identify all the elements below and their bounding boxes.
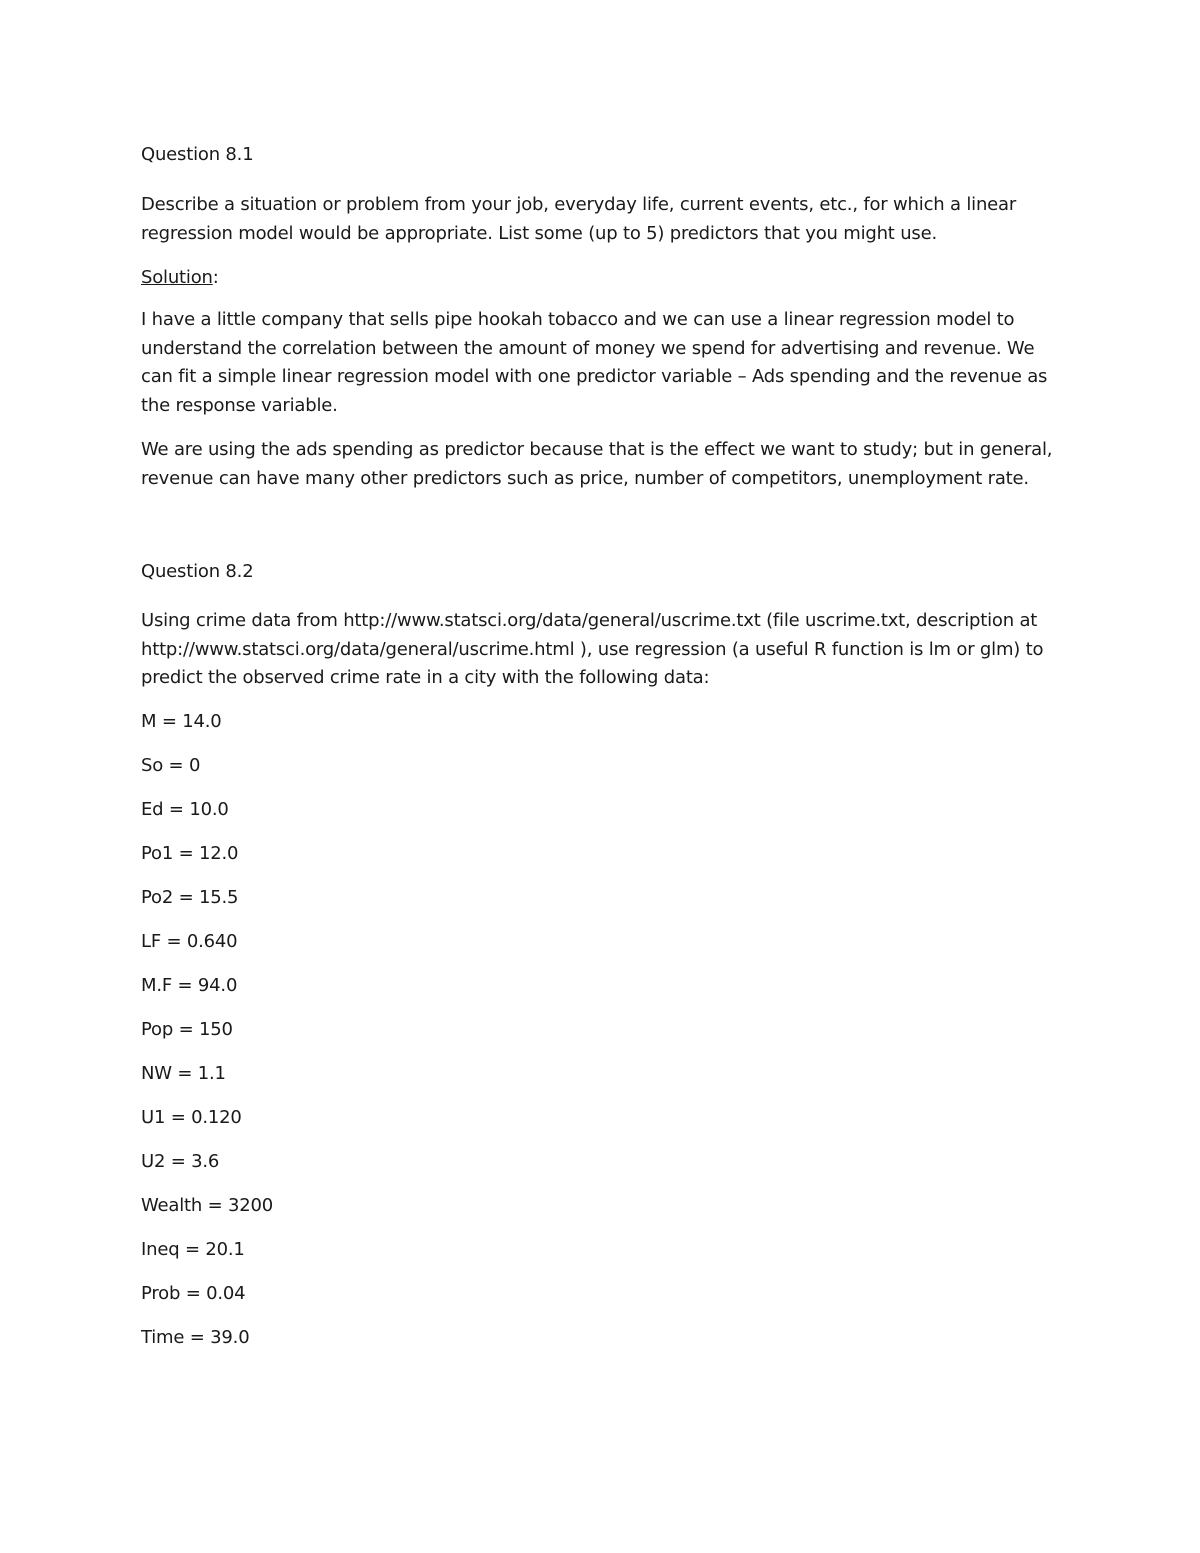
question-8-2-heading: Question 8.2: [141, 561, 254, 582]
predictor-value: M.F = 94.0: [141, 974, 238, 996]
predictor-value: Po2 = 15.5: [141, 886, 239, 908]
predictor-value: Pop = 150: [141, 1018, 233, 1040]
predictor-value: So = 0: [141, 754, 201, 776]
predictor-value: NW = 1.1: [141, 1062, 226, 1084]
predictor-value: Ineq = 20.1: [141, 1238, 245, 1260]
predictor-value: Po1 = 12.0: [141, 842, 239, 864]
section-spacer: [141, 508, 1061, 558]
question-8-1-heading: Question 8.1: [141, 144, 254, 165]
question-8-2-prompt: Using crime data from http://www.statsci.org/data/general/uscrime.txt (file uscrime.txt, description at http://www.statsci.org/data/general/uscrime.html ), use regression (a useful R function is lm or glm) to predict the observed crime rate in a city with the following data:: [141, 610, 1044, 688]
predictor-value: Wealth = 3200: [141, 1194, 274, 1216]
predictor-value: Time = 39.0: [141, 1326, 250, 1348]
predictor-value: U1 = 0.120: [141, 1106, 242, 1128]
predictor-value: M = 14.0: [141, 710, 222, 732]
answer-paragraph-1: I have a little company that sells pipe hookah tobacco and we can use a linear regression model to understand the correlation between the amount of money we spend for advertising and revenue. We can fit a simple linear regression model with one predictor variable – Ads spending and the revenue as the response variable.: [141, 309, 1048, 416]
predictor-value: LF = 0.640: [141, 930, 238, 952]
document-content: [141, 141, 1061, 1368]
predictor-value: U2 = 3.6: [141, 1150, 220, 1172]
predictor-value: Ed = 10.0: [141, 798, 229, 820]
solution-label: Solution: [141, 267, 213, 288]
solution-heading: [141, 263, 1061, 292]
question-8-1-prompt: Describe a situation or problem from your job, everyday life, current events, etc., for which a linear regression model would be appropriate. List some (up to 5) predictors that you might use.: [141, 194, 1017, 244]
answer-paragraph-2: We are using the ads spending as predictor because that is the effect we want to study; but in general, revenue can have many other predictors such as price, number of competitors, unemployment rate.: [141, 439, 1053, 489]
predictor-value: Prob = 0.04: [141, 1282, 246, 1304]
solution-colon: :: [212, 267, 219, 288]
predictor-values-list: [141, 708, 1061, 1368]
